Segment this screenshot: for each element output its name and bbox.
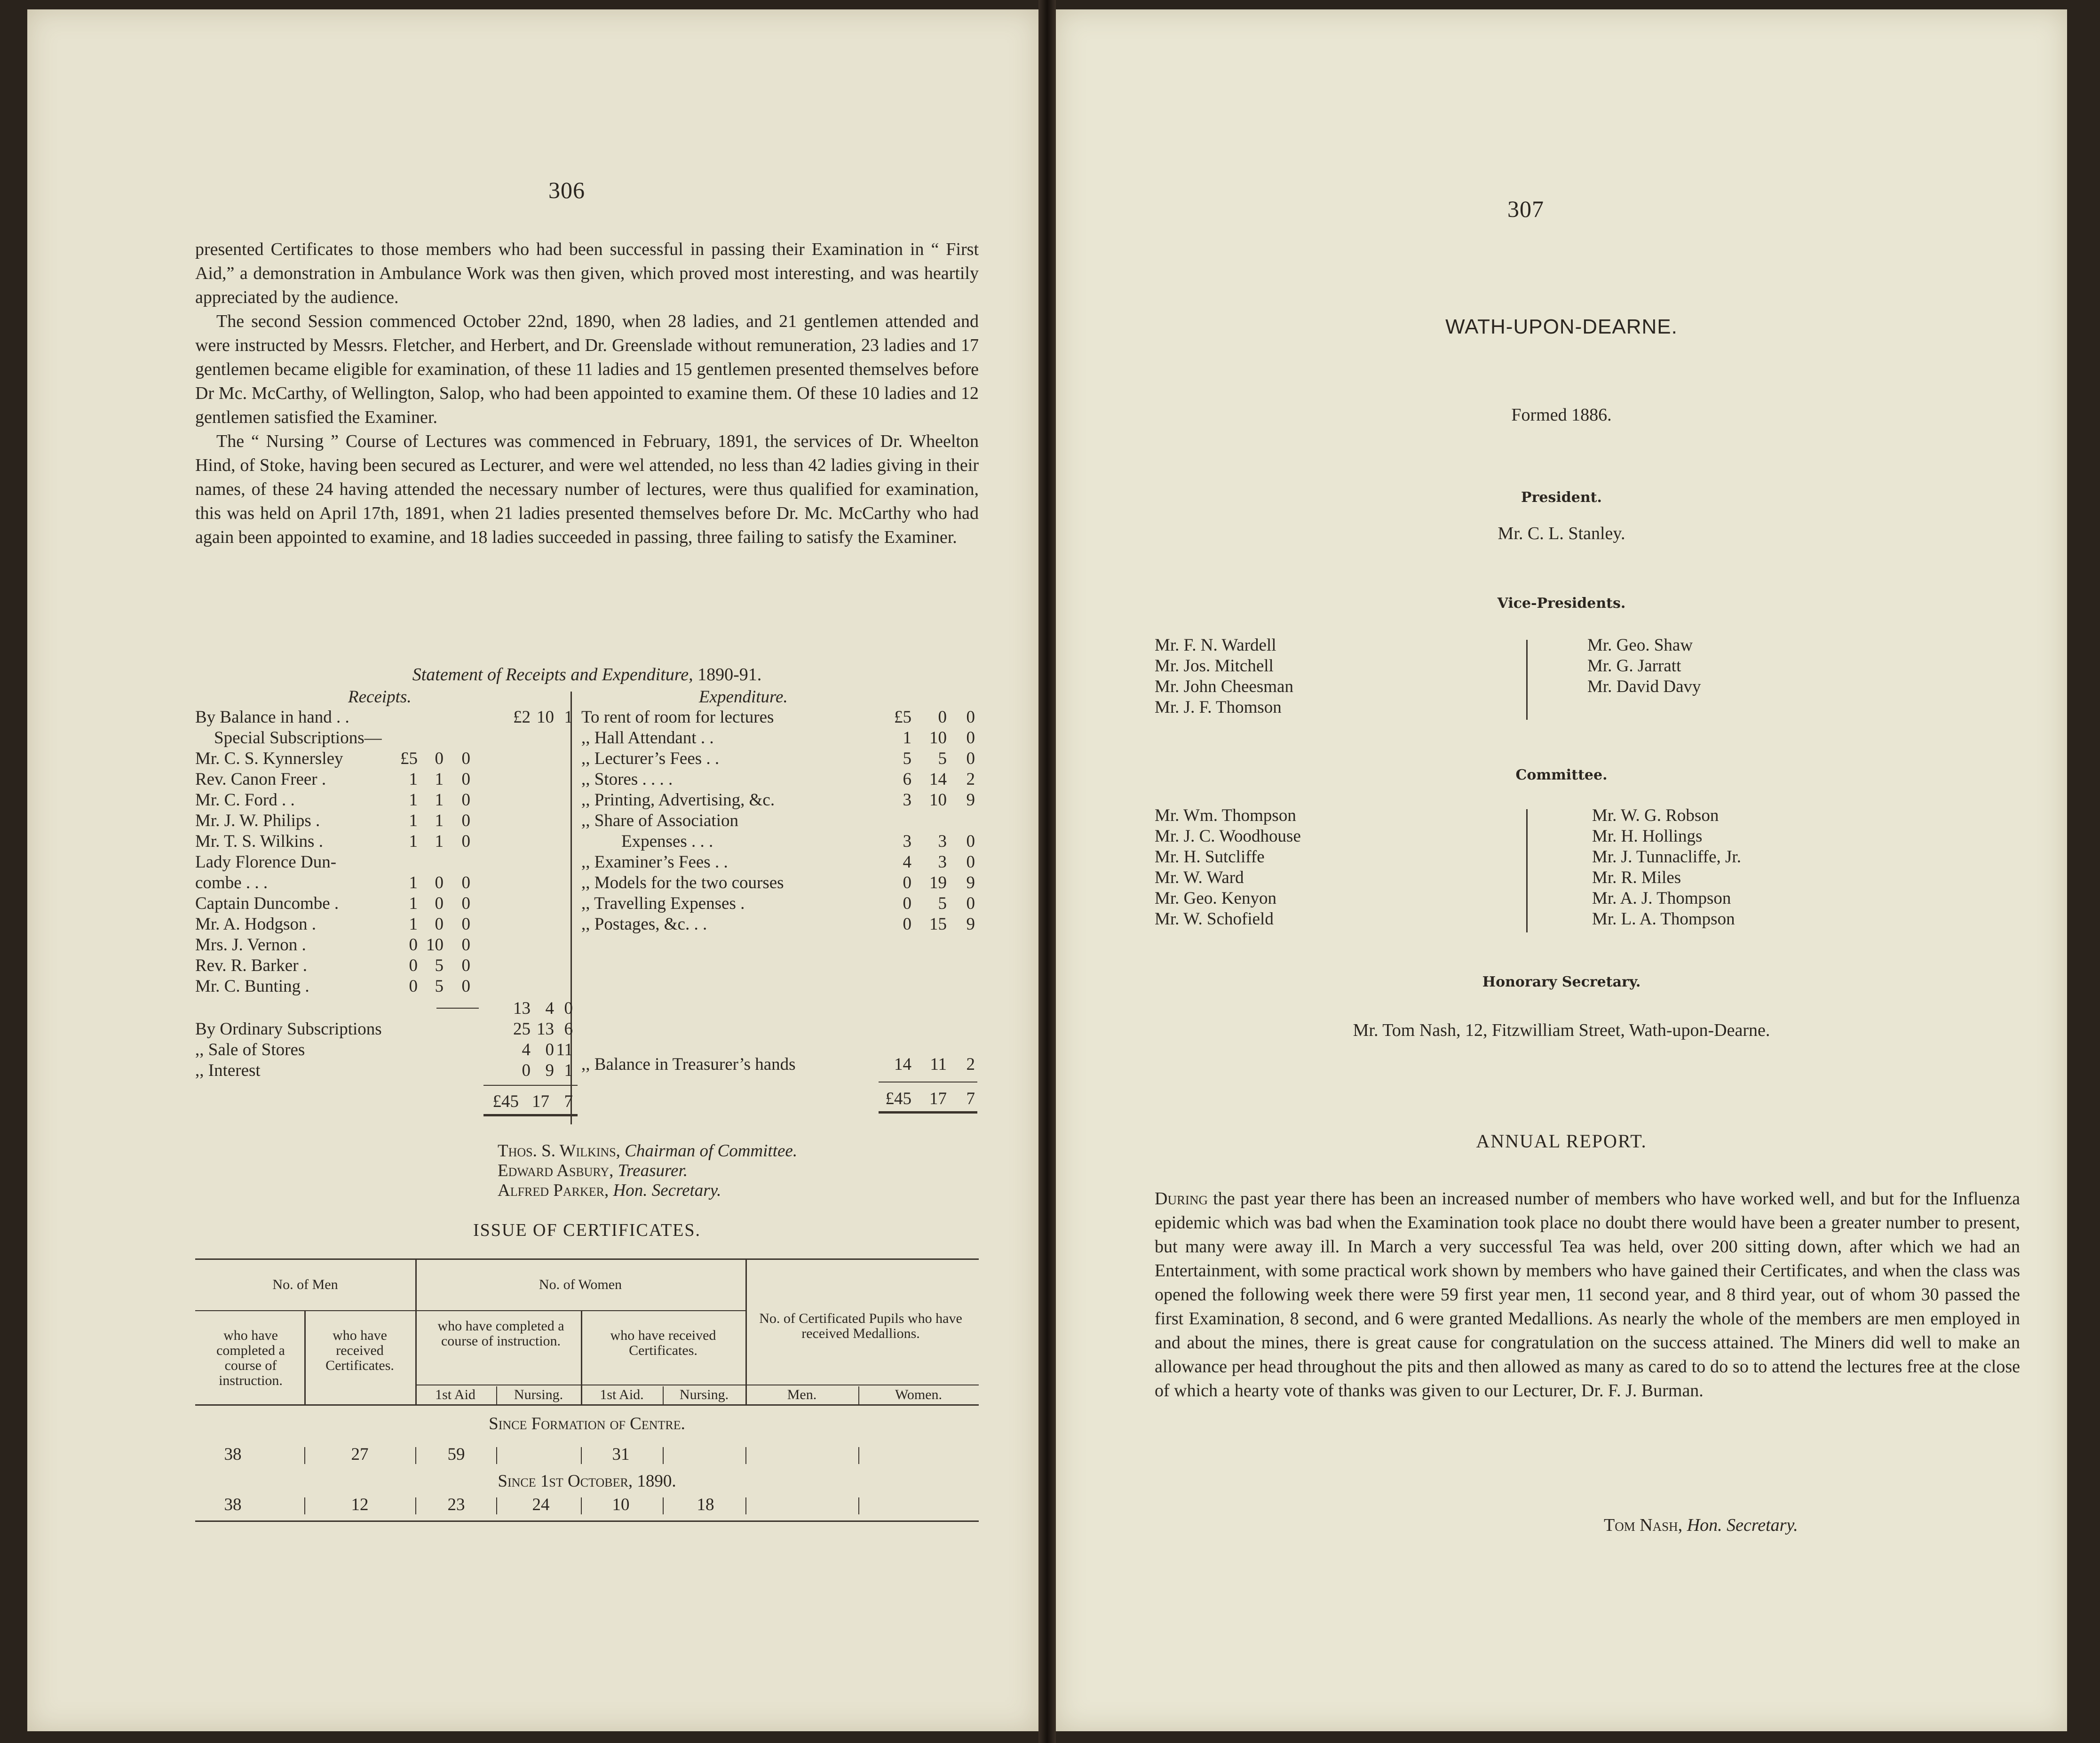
committee-member-name: Mr. Wm. Thompson [1155,806,1296,825]
first-aid-women-completed: 1st Aid [435,1387,475,1402]
committee-member-name: Mr. Geo. Kenyon [1155,889,1276,908]
receipt-item-pounds: 1 [409,915,418,934]
committee-left [1155,805,1301,930]
women-completed-heading: who have completed a course of instruction. [437,1318,564,1349]
vice-president-name: Mr. Geo. Shaw [1587,636,1693,655]
receipt-item-label: Rev. R. Barker . [195,956,308,975]
cert-cell: 59 [447,1445,465,1464]
receipt-item-label: By Balance in hand . . [195,708,349,727]
nursing-women-received: Nursing. [679,1387,729,1402]
receipt-item-pence: 11 [556,1040,573,1059]
expenditure-item-shillings: 15 [929,915,947,934]
balance-in-hand-label: ,, Balance in Treasurer’s hands [581,1055,796,1074]
paragraph: presented Certificates to those members who had been successful in passing their Examination in “ First Aid,” a demonstration in Ambulance Work was then given, which proved most interesting, and was heartily appreciated by the audience. [195,239,979,307]
expenditure-item-shillings: 10 [929,790,947,810]
receipt-item-shillings: 1 [435,790,444,810]
expenditure-item-pounds: 0 [903,915,911,934]
expenditure-item-shillings: 14 [929,770,947,789]
committee-member-name: Mr. J. Tunnacliffe, Jr. [1592,847,1741,867]
expenditure-item-label: Expenses . . . [621,832,713,851]
secretary-heading: Honorary Secretary. [1482,974,1641,990]
formed-date: Formed 1886. [1511,405,1612,425]
expenditure-item-label: ,, Examiner’s Fees . . [581,852,728,872]
expenditure-item-pounds: 6 [903,770,911,789]
expenditure-heading: Expenditure. [699,687,788,707]
since-formation-label: Since Formation of Centre. [489,1414,685,1433]
annual-report-text: During the past year there has been an increased number of members who have worked well, and but for the Influenza epidemic which was bad when the Examination took place no doubt there would have been a greater number to present, but many were away ill. In March a very successful Tea was held, over 200 sitting down, after which we had an Entertainment, with some practical work shown by members who have gained their Certificates, and when the class was opened the following week there were 59 first year men, 11 second year, and 8 third year, out of whom 30 passed the first Examination, 8 second, and 6 were granted Medallions. As nearly the whole of the members are men employed in and about the mines, there is great cause for congratulation on the success attained. The Miners did well to make an allowance per head throughout the pits and then allowed as many as cared to do so to attend the lectures free at the close of which a hearty vote of thanks was given to our Lecturer, Dr. F. J. Burman. [1155,1189,2020,1401]
committee-member-name: Mr. A. J. Thompson [1592,889,1731,908]
receipt-item-label: Mr. T. S. Wilkins . [195,832,323,851]
october-row [195,1495,979,1518]
vice-president-name: Mr. John Cheesman [1155,677,1293,696]
women-heading: No. of Women [539,1277,622,1292]
vice-president-name: Mr. J. F. Thomson [1155,698,1282,717]
committee-member-name: Mr. H. Hollings [1592,827,1703,846]
book-gutter [1038,0,1056,1743]
receipt-item-label: combe . . . [195,873,268,892]
medallions-men: Men. [787,1387,817,1402]
page-number: 306 [548,177,585,203]
first-aid-women-received: 1st Aid. [600,1387,644,1402]
receipt-item-shillings: 10 [537,708,554,727]
receipts-total-pence: 7 [564,1092,573,1111]
cert-cell: 24 [532,1495,550,1514]
receipt-item-pence: 0 [461,956,470,975]
president-heading: President. [1521,489,1602,506]
cert-cell: 27 [351,1445,369,1464]
vice-presidents-right [1587,635,1701,697]
committee-member-name: Mr. R. Miles [1592,868,1681,887]
expenditure-item-pounds: 3 [903,790,911,810]
receipt-item-label: Mr. A. Hodgson . [195,915,316,934]
receipt-item-label: Mrs. J. Vernon . [195,935,306,955]
receipt-item-shillings: 5 [435,977,444,996]
receipt-item-label: Lady Florence Dun- [195,852,337,872]
receipt-item-label: Mr. C. S. Kynnersley [195,749,343,768]
men-heading: No. of Men [272,1277,338,1292]
left-page [27,9,1038,1731]
committee-member-name: Mr. J. C. Woodhouse [1155,827,1301,846]
since-october-label: Since 1st October, 1890. [498,1472,676,1491]
receipt-item-pounds: 0 [409,977,418,996]
expenditure-item-label: To rent of room for lectures [581,708,774,727]
expenditure-item-pence: 0 [966,728,975,748]
receipt-item-pence: 1 [564,1061,573,1080]
expenditure-item-shillings: 0 [938,708,947,727]
committee-member-name: Mr. W. Schofield [1155,909,1274,929]
vice-president-name: Mr. G. Jarratt [1587,656,1681,676]
receipt-item-label: Captain Duncombe . [195,894,339,913]
cert-cell: 31 [612,1445,630,1464]
expenditure-item-pounds: £5 [894,708,911,727]
receipt-item-pounds: 0 [409,956,418,975]
receipt-item-pence: 0 [461,977,470,996]
receipt-item-label: ,, Sale of Stores [195,1040,305,1059]
receipt-item-pounds: 4 [522,1040,531,1059]
secretary-name: Mr. Tom Nash, 12, Fitzwilliam Street, Wath-upon-Dearne. [1353,1020,1770,1040]
certificates-title: ISSUE OF CERTIFICATES. [473,1220,701,1240]
receipt-item-shillings: 1 [435,770,444,789]
receipt-item-shillings: 13 [537,1019,554,1039]
expenditure-item-label: ,, Stores . . . . [581,770,673,789]
vice-president-name: Mr. Jos. Mitchell [1155,656,1274,676]
paragraph: The second Session commenced October 22nd, 1890, when 28 ladies, and 21 gentlemen attended and were instructed by Messrs. Fletcher, and Herbert, and Dr. Greenslade without remuneration, 23 ladies and 17 gentlemen became eligible for examination, of these 11 ladies and 15 gentlemen presented themselves before Dr Mc. McCarthy, of Wellington, Salop, who had been appointed to examine them. Of these 10 ladies and 12 gentlemen satisfied the Examiner. [195,311,979,427]
receipt-item-pence: 0 [461,873,470,892]
vice-presidents-heading: Vice-Presidents. [1497,595,1626,612]
expenditure-item-label: ,, Travelling Expenses . [581,894,745,913]
women-received-heading: who have received Certificates. [610,1328,716,1358]
signature-secretary: Alfred Parker, Hon. Secretary. [498,1181,721,1200]
cert-cell: 38 [224,1495,242,1514]
receipts-heading: Receipts. [348,687,412,707]
expenditure-item-shillings: 10 [929,728,947,748]
receipt-item-label: By Ordinary Subscriptions [195,1019,382,1039]
right-page [1056,9,2067,1731]
receipt-item-shillings: 5 [435,956,444,975]
president-name: Mr. C. L. Stanley. [1498,524,1625,543]
receipt-item-shillings: 1 [435,832,444,851]
expenditure-item-pounds: 1 [903,728,911,748]
vice-president-name: Mr. David Davy [1587,677,1701,696]
nursing-women-completed: Nursing. [514,1387,563,1402]
expenditure-item-pounds: 5 [903,749,911,768]
paragraph: The “ Nursing ” Course of Lectures was commenced in February, 1891, the services of Dr. Wheelton Hind, of Stoke, having been secured as Lecturer, and were wel attended, no less than 42 ladies giving in their names, of these 24 having attended the necessary number of lectures, were thus qualified for examination, this was held on April 17th, 1891, when 21 ladies presented themselves before Dr. Mc. McCarthy who had again been appointed to examine, and 18 ladies succeeded in passing, three failing to satisfy the Examiner. [195,431,979,547]
cert-cell: 18 [697,1495,714,1514]
formation-row [195,1444,979,1468]
receipt-item-shillings: 0 [545,1040,554,1059]
certificates-table [195,1258,979,1522]
receipt-item-pounds: 1 [409,811,418,830]
receipt-item-shillings: 0 [435,873,444,892]
expenditure-total-pounds: £45 [885,1089,911,1108]
expenditure-item-label: ,, Lecturer’s Fees . . [581,749,720,768]
receipt-item-pounds: £2 [513,708,531,727]
receipt-item-pence: 6 [564,1019,573,1039]
committee-heading: Committee. [1515,767,1608,783]
expenditure-item-pence: 0 [966,894,975,913]
expenditure-item-pence: 0 [966,832,975,851]
receipt-item-shillings: 0 [435,894,444,913]
expenditure-total-shillings: 17 [929,1089,947,1108]
men-completed-heading: who have completed a course of instruction. [216,1328,285,1388]
committee-member-name: Mr. W. Ward [1155,868,1244,887]
body-text [195,238,979,549]
receipt-item-pence: 0 [461,915,470,934]
committee-member-name: Mr. W. G. Robson [1592,806,1719,825]
vice-presidents-left [1155,635,1293,718]
receipt-item-label: ,, Interest [195,1061,261,1080]
cert-cell: 23 [447,1495,465,1514]
expenditure-item-pence: 0 [966,852,975,872]
expenditure-item-pence: 9 [966,873,975,892]
expenditure-item-pence: 2 [966,770,975,789]
receipt-item-pence: 0 [461,770,470,789]
expenditure-item-pounds: 0 [903,873,911,892]
receipt-item-label: Special Subscriptions— [214,728,382,748]
expenditure-item-pence: 0 [966,708,975,727]
statement-title: Statement of Receipts and Expenditure, 1890-91. [412,665,762,684]
signature-treasurer: Edward Asbury, Treasurer. [498,1161,688,1180]
expenditure-item-pounds: 4 [903,852,911,872]
men-received-heading: who have received Certificates. [325,1328,394,1373]
receipt-item-pounds: 1 [409,790,418,810]
receipt-item-pence: 0 [461,935,470,955]
receipt-item-pounds: 1 [409,894,418,913]
receipt-item-label: Mr. C. Ford . . [195,790,295,810]
receipt-subtotal-pounds: 13 [513,999,531,1018]
receipt-item-pounds: 0 [522,1061,531,1080]
receipt-item-label: Mr. C. Bunting . [195,977,309,996]
cert-cell: 38 [224,1445,242,1464]
balance-in-hand-pounds: 14 [894,1055,911,1074]
expenditure-item-pounds: 0 [903,894,911,913]
receipt-item-pounds: 25 [513,1019,531,1039]
receipts-total-pounds: £45 [492,1092,519,1111]
receipt-item-pence: 0 [461,790,470,810]
signatures [498,1141,797,1201]
receipt-item-label: Rev. Canon Freer . [195,770,326,789]
receipts-total-shillings: 17 [532,1092,549,1111]
committee-member-name: Mr. H. Sutcliffe [1155,847,1265,867]
receipt-item-pounds: £5 [400,749,418,768]
expenditure-item-pence: 9 [966,790,975,810]
receipt-item-pence: 0 [461,832,470,851]
receipt-item-pounds: 1 [409,873,418,892]
expenditure-item-pence: 0 [966,749,975,768]
committee-member-name: Mr. L. A. Thompson [1592,909,1735,929]
receipt-item-shillings: 10 [426,935,444,955]
expenditure-total-pence: 7 [966,1089,975,1108]
receipt-item-pence: 0 [461,749,470,768]
receipt-item-shillings: 1 [435,811,444,830]
cert-cell: 10 [612,1495,630,1514]
receipt-subtotal-pence: 0 [564,999,573,1018]
expenditure-item-label: ,, Hall Attendant . . [581,728,714,748]
receipt-item-label: Mr. J. W. Philips . [195,811,320,830]
annual-report-heading: ANNUAL REPORT. [1476,1130,1647,1152]
expenditure-item-label: ,, Share of Association [581,811,738,830]
committee-right [1592,805,1741,930]
medallions-women: Women. [895,1387,943,1402]
receipt-item-shillings: 0 [435,915,444,934]
balance-in-hand-shillings: 11 [930,1055,947,1074]
vice-president-name: Mr. F. N. Wardell [1155,636,1276,655]
receipt-item-pence: 0 [461,894,470,913]
expenditure-item-shillings: 5 [938,749,947,768]
expenditure-item-pence: 9 [966,915,975,934]
receipt-subtotal-shillings: 4 [545,999,554,1018]
receipt-item-pence: 1 [564,708,573,727]
receipt-item-pounds: 1 [409,770,418,789]
centre-name: WATH-UPON-DEARNE. [1445,315,1678,338]
expenditure-item-pounds: 3 [903,832,911,851]
expenditure-item-label: ,, Printing, Advertising, &c. [581,790,775,810]
receipt-item-pence: 0 [461,811,470,830]
signature-chairman: Thos. S. Wilkins, Chairman of Committee. [498,1141,798,1161]
medallions-heading: No. of Certificated Pupils who have received Medallions. [759,1311,962,1341]
page-number: 307 [1507,196,1544,222]
expenditure-item-label: ,, Postages, &c. . . [581,915,707,934]
cert-cell: 12 [351,1495,369,1514]
receipt-item-pounds: 0 [409,935,418,955]
balance-in-hand-pence: 2 [966,1055,975,1074]
expenditure-item-shillings: 19 [929,873,947,892]
expenditure-item-shillings: 5 [938,894,947,913]
receipt-item-shillings: 9 [545,1061,554,1080]
receipt-item-shillings: 0 [435,749,444,768]
report-signature: Tom Nash, Hon. Secretary. [1604,1515,1798,1535]
receipt-item-pounds: 1 [409,832,418,851]
expenditure-item-shillings: 3 [938,852,947,872]
expenditure-item-label: ,, Models for the two courses [581,873,784,892]
expenditure-item-shillings: 3 [938,832,947,851]
